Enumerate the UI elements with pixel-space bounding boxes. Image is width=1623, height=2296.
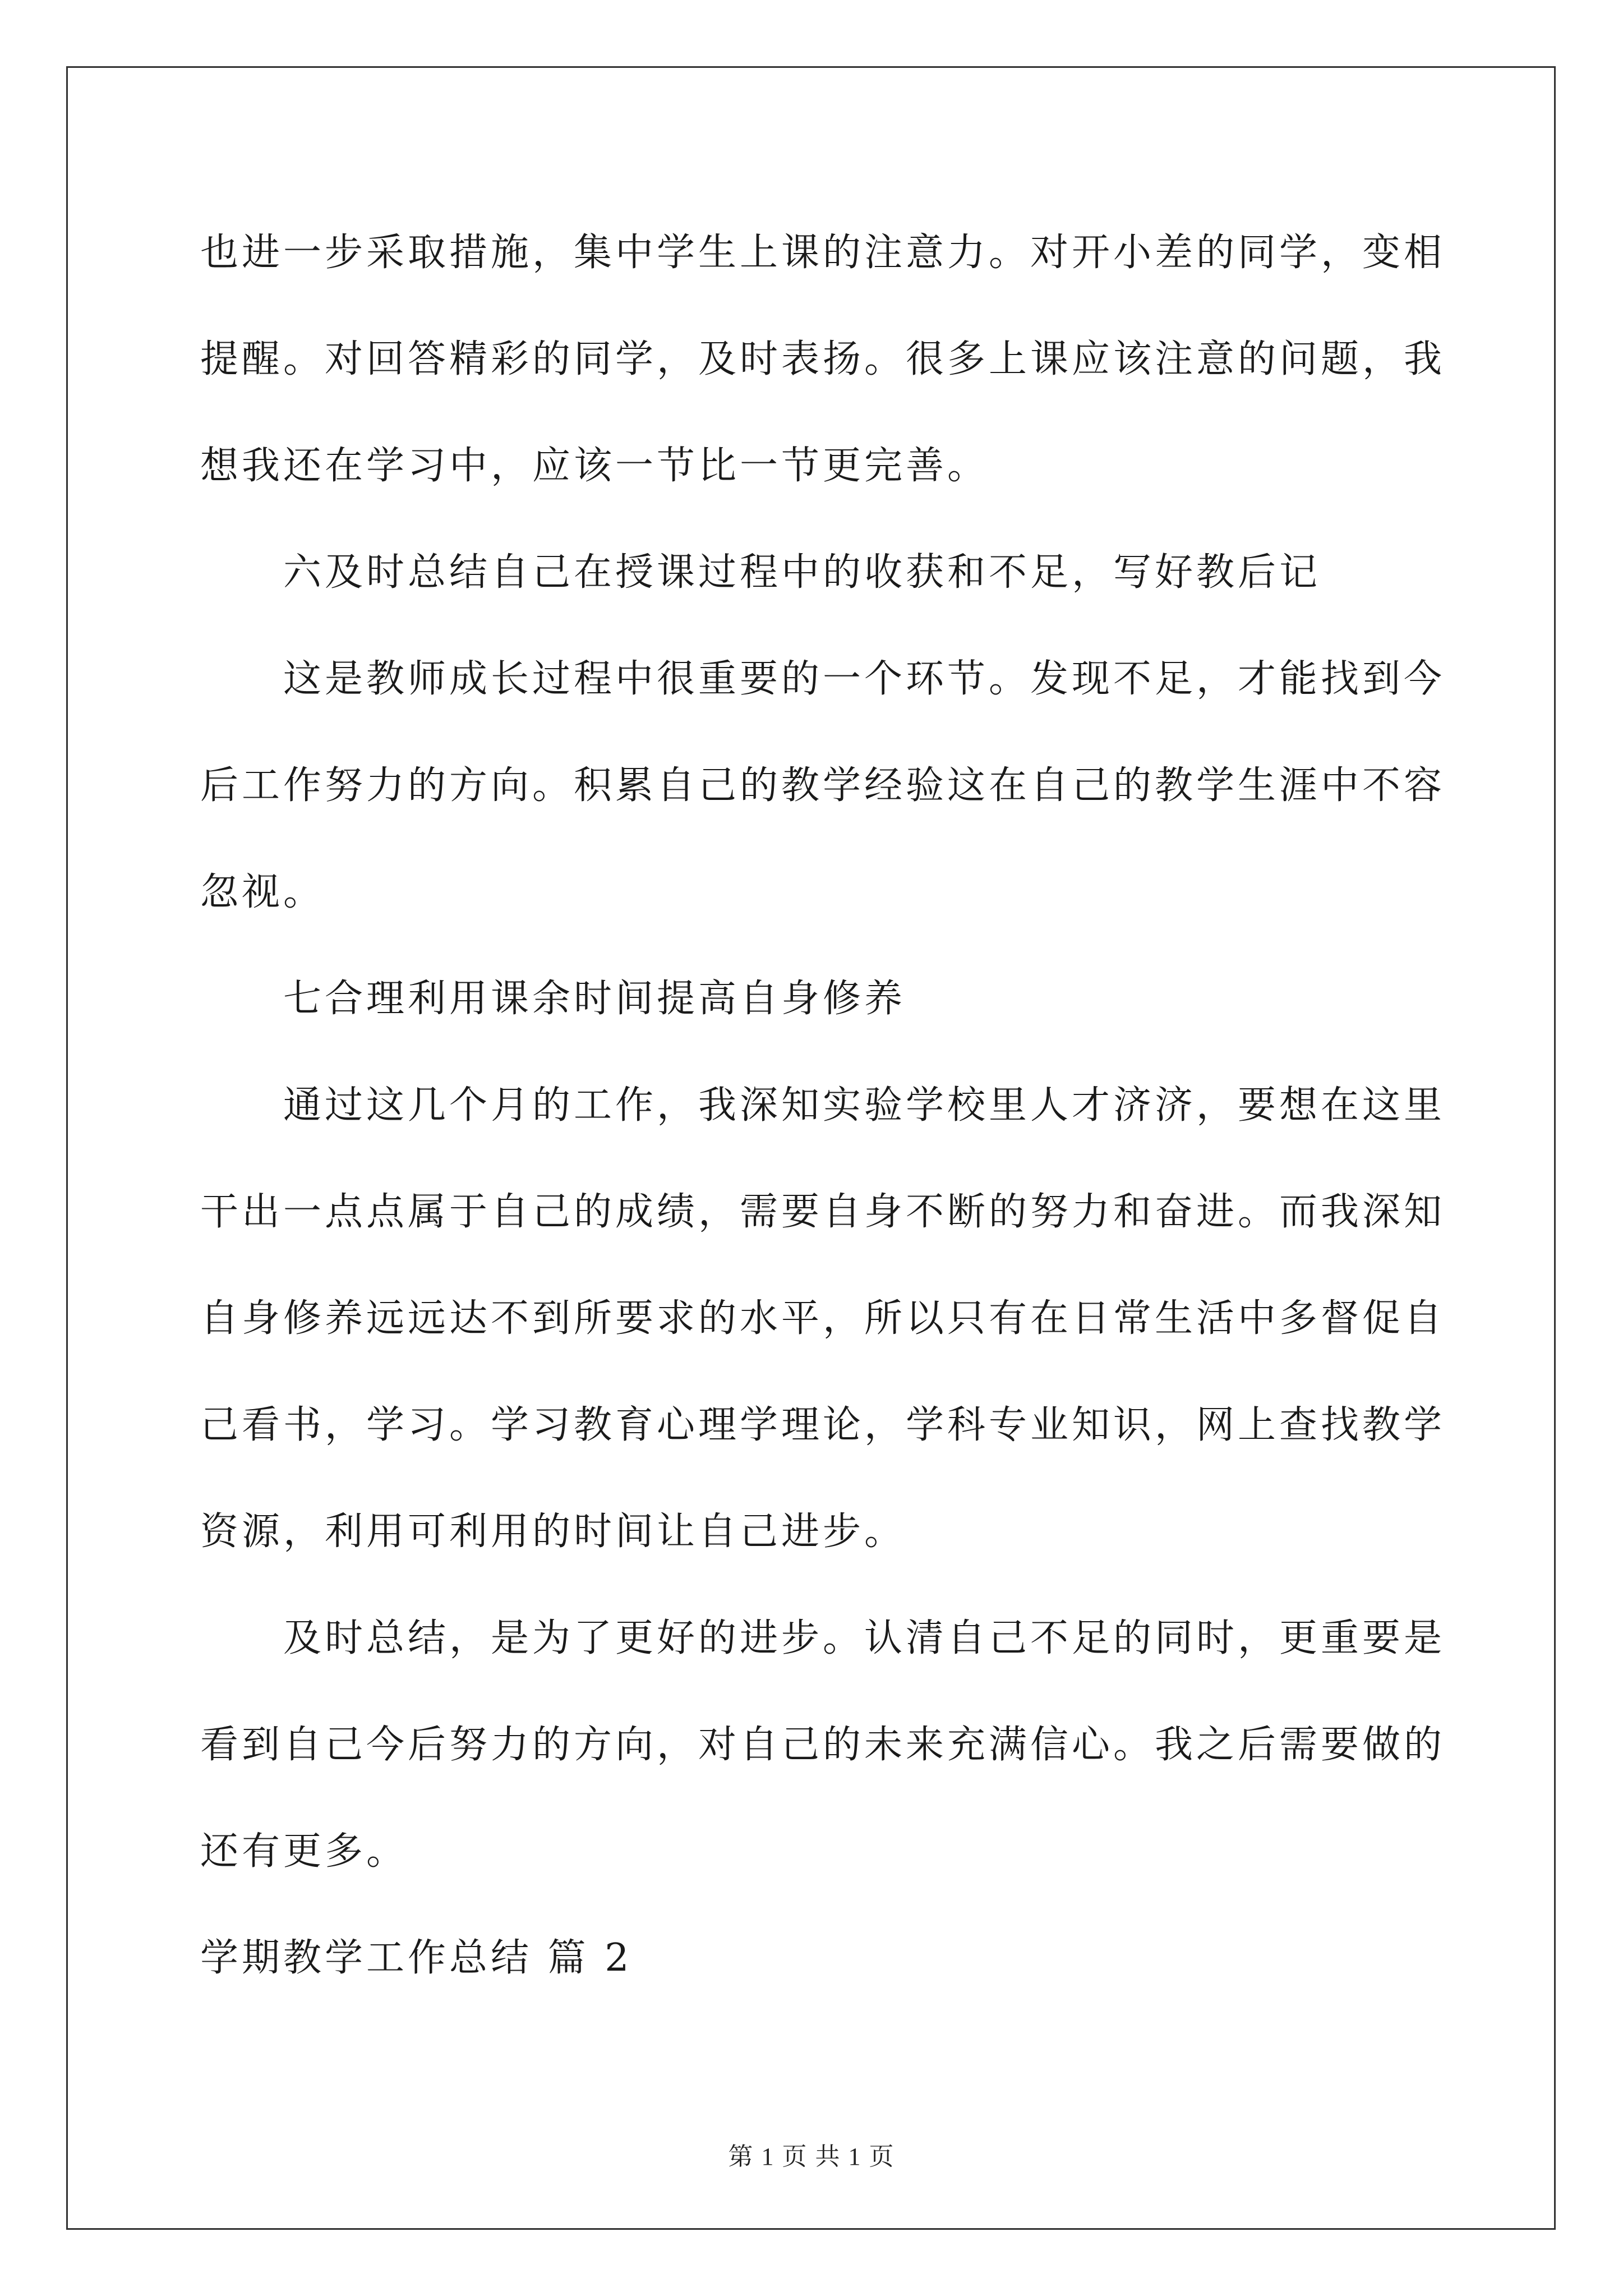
text-line: 也进一步采取措施，集中学生上课的注意力。对开小差的同学，变相 <box>200 231 1446 275</box>
paragraph-6 <box>200 1585 1446 1905</box>
text-line: 忽视。 <box>200 870 325 914</box>
text-line: 通过这几个月的工作，我深知实验学校里人才济济，要想在这里 <box>283 1083 1446 1128</box>
text-line: 自身修养远远达不到所要求的水平，所以只有在日常生活中多督促自 <box>200 1296 1446 1341</box>
text-line: 看到自己今后努力的方向，对自己的未来充满信心。我之后需要做的 <box>200 1723 1446 1767</box>
text-line: 六及时总结自己在授课过程中的收获和不足，写好教后记 <box>283 550 1321 595</box>
text-line: 提醒。对回答精彩的同学，及时表扬。很多上课应该注意的问题，我 <box>200 337 1446 381</box>
text-line: 资源，利用可利用的时间让自己进步。 <box>200 1510 906 1554</box>
text-line: 还有更多。 <box>200 1829 408 1874</box>
paragraph-3 <box>200 626 1446 946</box>
text-line: 想我还在学习中，应该一节比一节更完善。 <box>200 444 989 488</box>
text-line: 干出一点点属于自己的成绩，需要自身不断的努力和奋进。而我深知 <box>200 1190 1446 1234</box>
section-heading: 学期教学工作总结 篇 2 <box>200 1936 633 1980</box>
page-footer: 第 1 页 共 1 页 <box>728 2143 895 2170</box>
text-line: 己看书，学习。学习教育心理学理论，学科专业知识，网上查找教学 <box>200 1403 1446 1447</box>
paragraph-5 <box>200 1052 1446 1585</box>
paragraph-1 <box>200 200 1446 519</box>
paragraph-4 <box>200 946 1434 1052</box>
text-line: 七合理利用课余时间提高自身修养 <box>283 977 906 1021</box>
text-line: 及时总结，是为了更好的进步。认清自己不足的同时，更重要是 <box>283 1616 1446 1660</box>
text-line: 这是教师成长过程中很重要的一个环节。发现不足，才能找到今 <box>283 657 1446 701</box>
text-line: 后工作努力的方向。积累自己的教学经验这在自己的教学生涯中不容 <box>200 763 1446 808</box>
paragraph-2 <box>200 519 1434 626</box>
